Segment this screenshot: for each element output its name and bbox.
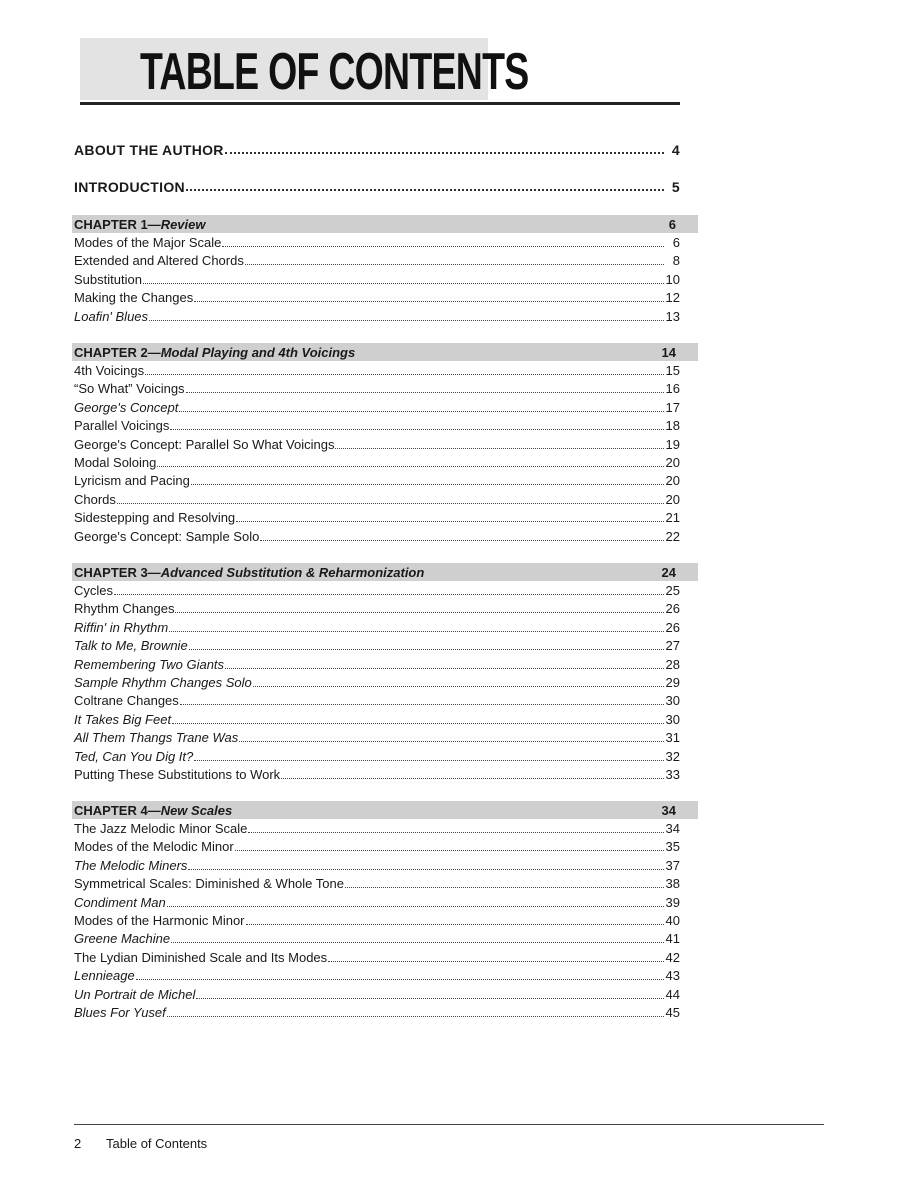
- toc-entry: [74, 691, 680, 709]
- chapter-heading-label: [72, 803, 662, 818]
- chapter-heading-label: [72, 345, 662, 360]
- dot-leader: [114, 594, 664, 595]
- toc-entry-label: Modal Soloing: [74, 455, 157, 470]
- toc-entry-top: [74, 140, 680, 158]
- toc-entry-page: 26: [665, 601, 680, 616]
- dot-leader: [169, 631, 663, 632]
- toc-entry: [74, 985, 680, 1003]
- toc-entry-label: Lennieage: [74, 968, 135, 983]
- footer-rule: [74, 1124, 824, 1125]
- toc-entry-page: 35: [665, 839, 680, 854]
- toc-entry-page: 33: [665, 767, 680, 782]
- dot-leader: [189, 649, 664, 650]
- toc-entry: [74, 765, 680, 783]
- toc-entry-label: Condiment Man: [74, 895, 166, 910]
- toc-entry-page: 40: [665, 913, 680, 928]
- toc-entry: [74, 655, 680, 673]
- toc-entry: [74, 307, 680, 325]
- toc-entry-page: 42: [665, 950, 680, 965]
- toc-entry-page: 34: [665, 821, 680, 836]
- dot-leader: [245, 264, 664, 265]
- toc-entry-label: All Them Thangs Trane Was: [74, 730, 239, 745]
- toc-entry: [74, 288, 680, 306]
- toc-entry-label: Extended and Altered Chords: [74, 253, 244, 268]
- toc-entry-page: 22: [665, 529, 680, 544]
- dot-leader: [260, 540, 663, 541]
- dot-leader: [194, 301, 663, 302]
- toc-entry-page: 15: [665, 363, 680, 378]
- toc-entry-page: 28: [665, 657, 680, 672]
- dot-leader: [188, 869, 663, 870]
- toc-entry-label: George's Concept: [74, 400, 179, 415]
- dot-leader: [281, 778, 663, 779]
- toc-entry-page: 31: [665, 730, 680, 745]
- toc-entry: [74, 636, 680, 654]
- toc-entry-label: Rhythm Changes: [74, 601, 175, 616]
- toc-entry-label: Modes of the Melodic Minor: [74, 839, 234, 854]
- dot-leader: [236, 521, 663, 522]
- toc-entry-label: Remembering Two Giants: [74, 657, 225, 672]
- page-title: TABLE OF CONTENTS: [140, 43, 529, 101]
- toc-entry: [74, 948, 680, 966]
- toc-entry-label: Ted, Can You Dig It?: [74, 749, 194, 764]
- toc-entry: [74, 856, 680, 874]
- dot-leader: [145, 374, 663, 375]
- toc-entry-label: George's Concept: Parallel So What Voicings: [74, 437, 335, 452]
- toc-entry-label: The Jazz Melodic Minor Scale: [74, 821, 248, 836]
- chapter-number: CHAPTER 4—: [74, 802, 161, 818]
- toc-entry-top-label: ABOUT THE AUTHOR: [74, 142, 224, 158]
- dot-leader: [157, 466, 663, 467]
- dot-leader: [253, 686, 664, 687]
- toc-entry: [74, 911, 680, 929]
- toc-entry-label: The Lydian Diminished Scale and Its Modes: [74, 950, 328, 965]
- dot-leader: [167, 1016, 664, 1017]
- toc-entry-label: George's Concept: Sample Solo: [74, 529, 260, 544]
- dot-leader: [172, 723, 663, 724]
- toc-entry: [74, 527, 680, 545]
- toc-entry-page: 43: [665, 968, 680, 983]
- chapter-title: New Scales: [160, 802, 233, 818]
- toc-entry-label: “So What” Voicings: [74, 381, 185, 396]
- chapter-heading-page: 14: [661, 344, 676, 360]
- toc-entry-label: Un Portrait de Michel: [74, 987, 196, 1002]
- toc-entry-page: 37: [665, 858, 680, 873]
- footer-page-number: 2: [74, 1136, 82, 1151]
- toc-entry-label: Cycles: [74, 583, 114, 598]
- toc-entry-page: 16: [665, 381, 680, 396]
- chapter-title: Modal Playing and 4th Voicings: [160, 344, 356, 360]
- toc-entry: [74, 710, 680, 728]
- chapter-title: Review: [160, 216, 206, 232]
- toc-entry-top-page: 5: [671, 179, 680, 195]
- toc-entry: [74, 618, 680, 636]
- toc-entry-page: 32: [665, 749, 680, 764]
- dot-leader: [225, 152, 664, 154]
- toc-entry-page: 26: [665, 620, 680, 635]
- toc-entry: [74, 819, 680, 837]
- chapter-number: CHAPTER 3—: [74, 564, 161, 580]
- toc-entry-page: 20: [665, 455, 680, 470]
- dot-leader: [196, 998, 663, 999]
- toc-entry-label: Loafin' Blues: [74, 309, 149, 324]
- toc-entry-label: Substitution: [74, 272, 142, 287]
- dot-leader: [117, 503, 664, 504]
- chapter-title: Advanced Substitution & Reharmonization: [160, 564, 425, 580]
- chapter-heading: [72, 801, 698, 819]
- chapter-heading-page: 34: [661, 802, 676, 818]
- toc-entry-page: 6: [672, 235, 680, 250]
- chapter-heading-page: 24: [661, 564, 676, 580]
- dot-leader: [235, 850, 664, 851]
- toc-entry: [74, 966, 680, 984]
- toc-entry-page: 39: [665, 895, 680, 910]
- toc-entry-page: 8: [672, 253, 680, 268]
- toc-entry-page: 13: [665, 309, 680, 324]
- toc-entry-label: Lyricism and Pacing: [74, 473, 190, 488]
- dot-leader: [225, 668, 663, 669]
- dot-leader: [149, 320, 663, 321]
- toc-entry: [74, 416, 680, 434]
- toc-entry-label: Sample Rhythm Changes Solo: [74, 675, 252, 690]
- toc-entry-page: 19: [665, 437, 680, 452]
- toc-entry-page: 18: [665, 418, 680, 433]
- toc-entry: [74, 490, 680, 508]
- toc-entry: [74, 398, 680, 416]
- toc-entry-label: The Melodic Miners: [74, 858, 188, 873]
- toc-entry: [74, 270, 680, 288]
- toc-entry-page: 10: [665, 272, 680, 287]
- toc-entry: [74, 379, 680, 397]
- toc-entry-label: Talk to Me, Brownie: [74, 638, 188, 653]
- dot-leader: [328, 961, 663, 962]
- chapter-heading: [72, 343, 698, 361]
- toc-entry: [74, 251, 680, 269]
- dot-leader: [175, 612, 663, 613]
- toc-entry: [74, 874, 680, 892]
- toc-entry-page: 20: [665, 473, 680, 488]
- toc-entry-label: Parallel Voicings: [74, 418, 170, 433]
- dot-leader: [345, 887, 664, 888]
- toc-entry-label: Chords: [74, 492, 116, 507]
- toc-entry: [74, 233, 680, 251]
- toc-entry-page: 20: [665, 492, 680, 507]
- dot-leader: [180, 704, 664, 705]
- toc-entry: [74, 471, 680, 489]
- dot-leader: [222, 246, 664, 247]
- chapter-heading-label: [72, 217, 669, 232]
- toc-entry: [74, 747, 680, 765]
- toc-entry: [74, 599, 680, 617]
- dot-leader: [194, 760, 663, 761]
- chapter-heading-page: 6: [668, 216, 676, 232]
- toc-entry-top: [74, 177, 680, 195]
- toc-entry: [74, 893, 680, 911]
- toc-entry: [74, 837, 680, 855]
- dot-leader: [335, 448, 663, 449]
- chapter-number: CHAPTER 1—: [74, 216, 161, 232]
- title-rule: [80, 102, 680, 105]
- toc-entry-page: 21: [665, 510, 680, 525]
- toc-entry-label: Putting These Substitutions to Work: [74, 767, 281, 782]
- dot-leader: [239, 741, 663, 742]
- toc-entry-label: Blues For Yusef: [74, 1005, 166, 1020]
- toc-entry-label: Making the Changes: [74, 290, 194, 305]
- toc-entry-page: 27: [665, 638, 680, 653]
- dot-leader: [171, 942, 663, 943]
- chapter-heading-label: [72, 565, 662, 580]
- dot-leader: [136, 979, 664, 980]
- toc-entry-page: 30: [665, 693, 680, 708]
- dot-leader: [179, 411, 663, 412]
- toc-entry-page: 30: [665, 712, 680, 727]
- toc-entry-label: Riffin' in Rhythm: [74, 620, 169, 635]
- toc-entry-label: Modes of the Harmonic Minor: [74, 913, 245, 928]
- dot-leader: [248, 832, 663, 833]
- dot-leader: [167, 906, 664, 907]
- toc-entry-page: 17: [665, 400, 680, 415]
- toc-entry-label: 4th Voicings: [74, 363, 145, 378]
- toc-entry-page: 29: [665, 675, 680, 690]
- toc-entry: [74, 435, 680, 453]
- dot-leader: [186, 189, 664, 191]
- toc-entry-label: Symmetrical Scales: Diminished & Whole Tone: [74, 876, 344, 891]
- toc-entry-label: It Takes Big Feet: [74, 712, 172, 727]
- toc-entry-label: Modes of the Major Scale: [74, 235, 222, 250]
- toc-entry-page: 44: [665, 987, 680, 1002]
- chapter-heading: [72, 215, 698, 233]
- toc-entry: [74, 508, 680, 526]
- toc-entry-label: Sidestepping and Resolving: [74, 510, 236, 525]
- chapter-heading: [72, 563, 698, 581]
- toc-entry: [74, 453, 680, 471]
- dot-leader: [191, 484, 664, 485]
- toc-entry: [74, 728, 680, 746]
- dot-leader: [186, 392, 664, 393]
- footer-running-title: Table of Contents: [106, 1136, 208, 1151]
- dot-leader: [143, 283, 664, 284]
- toc-entry: [74, 929, 680, 947]
- toc-entry-top-label: INTRODUCTION: [74, 179, 185, 195]
- toc-entry: [74, 361, 680, 379]
- toc-entry-label: Coltrane Changes: [74, 693, 179, 708]
- toc-entry-label: Greene Machine: [74, 931, 171, 946]
- toc-entry: [74, 673, 680, 691]
- toc-entry-page: 41: [665, 931, 680, 946]
- dot-leader: [170, 429, 663, 430]
- toc-entry-page: 45: [665, 1005, 680, 1020]
- toc-entry-page: 38: [665, 876, 680, 891]
- toc-entry: [74, 1003, 680, 1021]
- dot-leader: [246, 924, 664, 925]
- toc-entry: [74, 581, 680, 599]
- toc-entry-page: 25: [665, 583, 680, 598]
- toc-entry-top-page: 4: [671, 142, 680, 158]
- chapter-number: CHAPTER 2—: [74, 344, 161, 360]
- toc-entry-page: 12: [665, 290, 680, 305]
